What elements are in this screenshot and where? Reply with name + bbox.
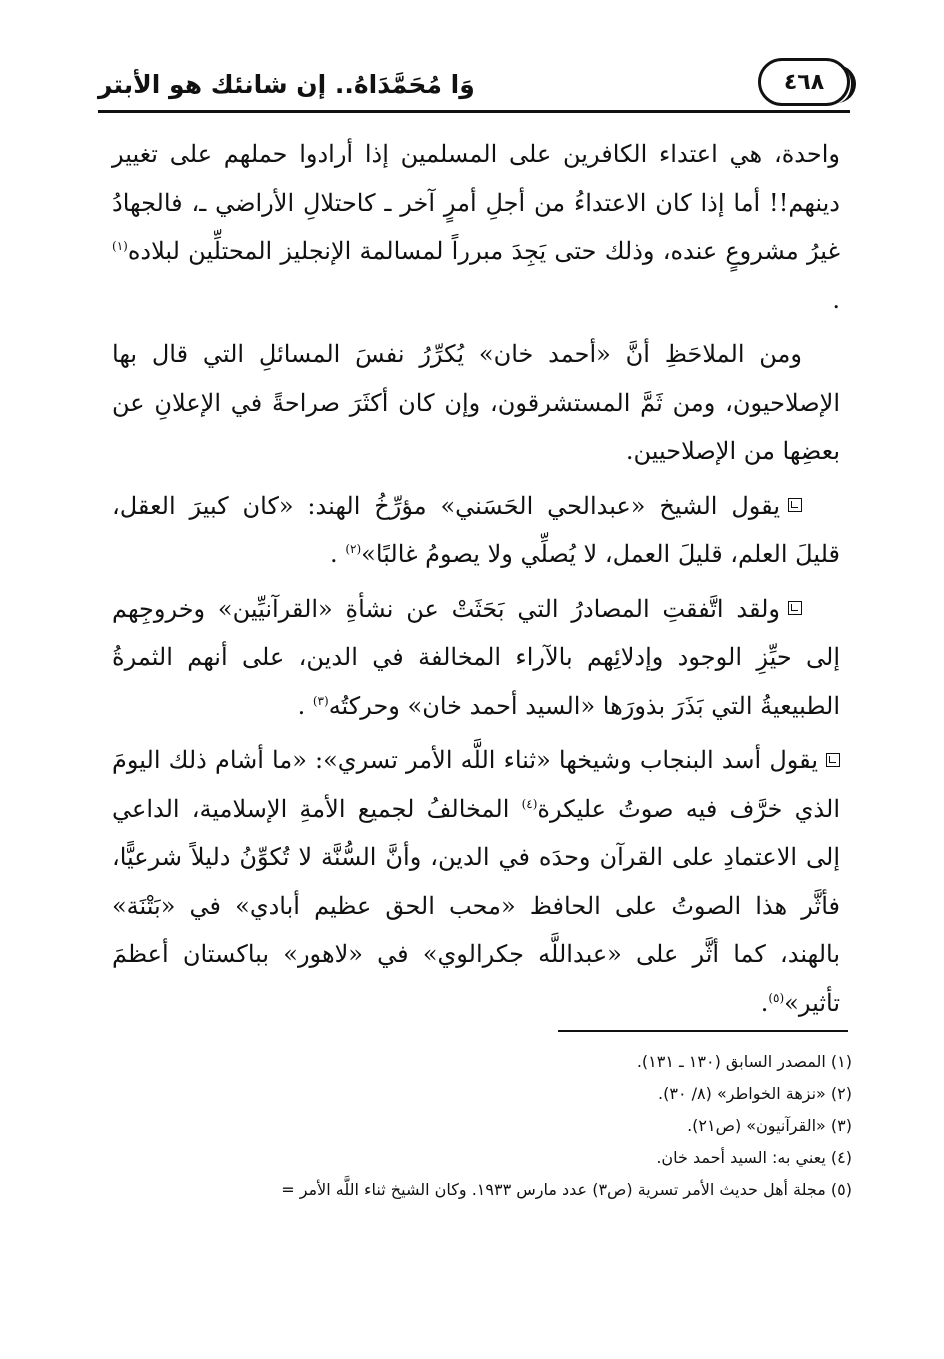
footnote: (١) المصدر السابق (١٣٠ ـ ١٣١). [636, 1052, 852, 1071]
paragraph: ولقد اتَّفقتِ المصادرُ التي بَحَثَتْ عن نشأةِ «القرآنيِّين» وخروجِهم إلى حيِّزِ الوجود وإدلائِهم بالآراء المخالفة في الدين، على أنهم الثمرةُ الطبيعيةُ التي بَذَرَ بذورَها «السيد أحمد خان» وحركتُه$^{(٣)}$ . [112, 594, 840, 720]
running-title: وَا مُحَمَّدَاهُ.. إن شانئك هو الأبتر [98, 70, 475, 99]
paragraph: واحدة، هي اعتداء الكافرين على المسلمين إذا أرادوا حملهم على تغيير دينهم!! أما إذا كان الاعتداءُ من أجلِ أمرٍ آخر ـ كاحتلالِ الأراضي ـ، فالجهادُ غيرُ مشروعٍ عنده، وذلك حتى يَجِدَ مبرراً لمسالمة الإنجليز المحتلِّين لبلاده$^{(١)}$ . [112, 140, 840, 314]
square-bullet-icon [788, 601, 802, 615]
paragraph: ومن الملاحَظِ أنَّ «أحمد خان» يُكرِّرُ نفسَ المسائلِ التي قال بها الإصلاحيون، ومن ثَمَّ المستشرقون، وإن كان أكثَرَ صراحةً في الإعلانِ عن بعضِها من الإصلاحيين. [112, 340, 840, 465]
footnote: (٢) «نزهة الخواطر» (٨/ ٣٠). [658, 1084, 852, 1103]
square-bullet-icon [788, 498, 802, 512]
footnote-ref: (١) [112, 239, 128, 253]
footnote-separator [558, 1030, 848, 1032]
footnote: (٣) «القرآنيون» (ص٢١). [687, 1116, 852, 1135]
footnote: (٥) مجلة أهل حديث الأمر تسرية (ص٣) عدد مارس ١٩٣٣. وكان الشيخ ثناء اللَّه الأمر = [281, 1180, 852, 1199]
paragraph: يقول الشيخ «عبدالحي الحَسَني» مؤرِّخُ الهند: «كان كبيرَ العقل، قليلَ العلم، قليلَ العمل، لا يُصلِّي ولا يصومُ غالبًا»$^{(٢)}$ . [112, 491, 840, 568]
square-bullet-icon [826, 753, 840, 767]
footnote-ref: (٣) [312, 693, 329, 708]
body-text [112, 130, 840, 1033]
footnote-ref: (٥) [768, 990, 785, 1005]
page-number: ٤٦٨ [783, 69, 825, 95]
header-rule [98, 110, 850, 113]
paragraph: يقول أسد البنجاب وشيخها «ثناء اللَّه الأمر تسري»: «ما أشام ذلك اليومَ الذي خرَّف فيه صوتُ عليكرة$^{(٤)}$ المخالفُ لجميع الأمةِ الإسلامية، الداعي إلى الاعتمادِ على القرآن وحدَه في الدين، وأنَّ السُّنَّة لا تُكوِّنُ دليلاً شرعيًّا، فأثَّر هذا الصوتُ على الحافظ «محب الحق عظيم أبادي» في «بَتْنَة» بالهند، كما أثَّر على «عبداللَّه جكرالوي» في «لاهور» بباكستان أعظمَ تأثير»$^{(٥)}$. [112, 746, 840, 1017]
footnote: (٤) يعني به: السيد أحمد خان. [656, 1148, 852, 1167]
footnote-ref: (٤) [521, 796, 538, 811]
page-number-badge [758, 58, 850, 106]
footnotes [96, 1046, 852, 1206]
footnote-ref: (٢) [345, 542, 362, 556]
